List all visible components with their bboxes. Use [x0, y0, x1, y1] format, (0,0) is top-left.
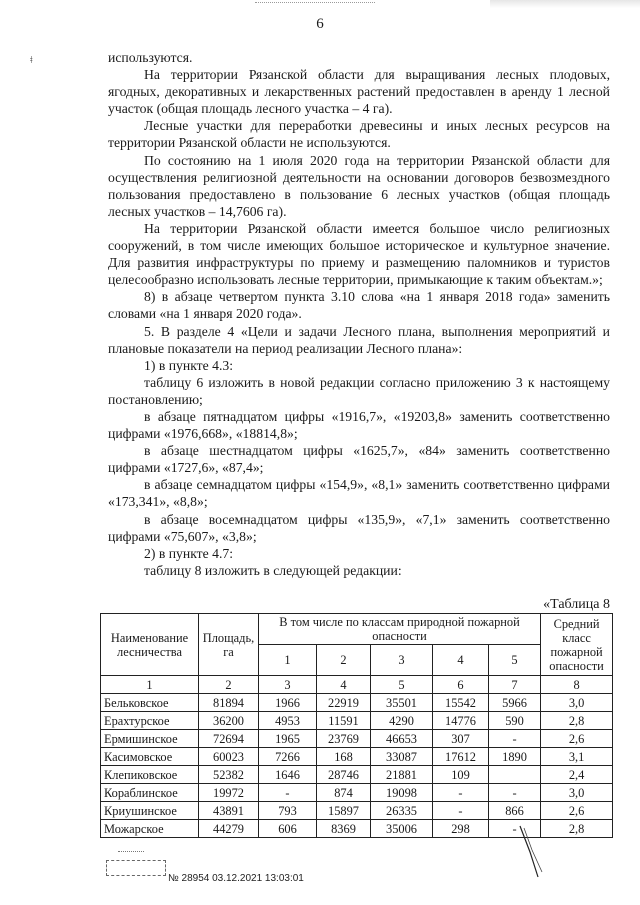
header-class: 1 — [259, 645, 317, 676]
index-cell: 4 — [317, 676, 371, 694]
index-cell: 8 — [541, 676, 613, 694]
paragraph: 5. В разделе 4 «Цели и задачи Лесного плана, выполнения мероприятий и плановые показатели на период реализации Лесного плана»: — [108, 323, 610, 356]
class-cell: 8369 — [317, 820, 371, 838]
class-cell: 15897 — [317, 802, 371, 820]
forestry-name: Криушинское — [101, 802, 199, 820]
class-cell: 35006 — [371, 820, 433, 838]
index-cell: 1 — [101, 676, 199, 694]
registration-stamp — [106, 860, 166, 876]
average-cell: 3,1 — [541, 748, 613, 766]
class-cell: 109 — [433, 766, 489, 784]
class-cell: - — [489, 820, 541, 838]
forestry-name: Ермишинское — [101, 730, 199, 748]
area-cell: 60023 — [199, 748, 259, 766]
table-row — [101, 694, 613, 712]
paragraph: Лесные участки для переработки древесины и иных лесных ресурсов на территории Рязанской области не используются. — [108, 118, 610, 151]
class-cell — [489, 766, 541, 784]
table-row — [101, 802, 613, 820]
table-caption: «Таблица 8 — [543, 597, 610, 612]
paragraph: На территории Рязанской области имеется большое число религиозных сооружений, в том числе имеющих большое историческое и культурное значение. Для развития инфраструктуры по приему и размещению паломников и туристов целесообразно использовать лесные территории, примыкающие к таким объектам.»; — [108, 220, 610, 288]
class-cell: 21881 — [371, 766, 433, 784]
area-cell: 72694 — [199, 730, 259, 748]
class-cell: - — [433, 784, 489, 802]
area-cell: 81894 — [199, 694, 259, 712]
class-cell: 1646 — [259, 766, 317, 784]
header-class: 3 — [371, 645, 433, 676]
table-row — [101, 748, 613, 766]
paragraph: в абзаце пятнадцатом цифры «1916,7», «19203,8» заменить соответственно цифрами «1976,668», «18814,8»; — [108, 408, 610, 442]
index-cell: 6 — [433, 676, 489, 694]
area-cell: 36200 — [199, 712, 259, 730]
class-cell: 874 — [317, 784, 371, 802]
class-cell: 7266 — [259, 748, 317, 766]
area-cell: 19972 — [199, 784, 259, 802]
header-class: 2 — [317, 645, 371, 676]
paragraph: в абзаце семнадцатом цифры «154,9», «8,1» заменить соответственно цифрами «173,341», «8,8»; — [108, 477, 610, 510]
class-cell: 26335 — [371, 802, 433, 820]
class-cell: - — [433, 802, 489, 820]
average-cell: 2,6 — [541, 802, 613, 820]
class-cell: 298 — [433, 820, 489, 838]
index-cell: 7 — [489, 676, 541, 694]
class-cell: 606 — [259, 820, 317, 838]
forestry-name: Клепиковское — [101, 766, 199, 784]
scan-artifact — [255, 2, 375, 6]
paragraph: в абзаце шестнадцатом цифры «1625,7», «84» заменить соответственно цифрами «1727,6», «87,4»; — [108, 443, 610, 476]
average-cell: 2,8 — [541, 820, 613, 838]
index-cell: 3 — [259, 676, 317, 694]
class-cell: 19098 — [371, 784, 433, 802]
forestry-name: Ерахтурское — [101, 712, 199, 730]
class-cell: 15542 — [433, 694, 489, 712]
class-cell: 23769 — [317, 730, 371, 748]
document-registration-number: № 28954 03.12.2021 13:03:01 — [168, 873, 304, 884]
table-row — [101, 766, 613, 784]
header-average-class: Средний класс пожарной опасности — [541, 614, 613, 676]
pen-stroke-mark — [508, 822, 548, 882]
class-cell: 22919 — [317, 694, 371, 712]
class-cell: 793 — [259, 802, 317, 820]
forestry-name: Бельковское — [101, 694, 199, 712]
class-cell: 5966 — [489, 694, 541, 712]
header-class: 4 — [433, 645, 489, 676]
average-cell: 2,8 — [541, 712, 613, 730]
class-cell: 4290 — [371, 712, 433, 730]
class-cell: 17612 — [433, 748, 489, 766]
class-cell: 46653 — [371, 730, 433, 748]
forestry-name: Можарское — [101, 820, 199, 838]
class-cell: 11591 — [317, 712, 371, 730]
class-cell: - — [489, 730, 541, 748]
table-row — [101, 730, 613, 748]
paragraph: По состоянию на 1 июля 2020 года на территории Рязанской области для осуществления религиозной деятельности на основании договоров безвозмездного пользования предоставлено в пользование 6 лесных участков (общая площадь лесных участков – 14,7606 га). — [108, 152, 610, 219]
average-cell: 2,4 — [541, 766, 613, 784]
class-cell: 28746 — [317, 766, 371, 784]
page-number: 6 — [316, 16, 324, 32]
class-cell: 1965 — [259, 730, 317, 748]
class-cell: 33087 — [371, 748, 433, 766]
class-cell: 866 — [489, 802, 541, 820]
paragraph: 8) в абзаце четвертом пункта 3.10 слова «на 1 января 2018 года» заменить словами «на 1 января 2020 года». — [108, 289, 610, 322]
class-cell: 307 — [433, 730, 489, 748]
margin-mark: ǂ — [30, 55, 33, 66]
paragraph: На территории Рязанской области для выращивания лесных плодовых, ягодных, декоративных и лекарственных растений предоставлен в аренду 1 лесной участок (общая площадь лесного участка – 4 га). — [108, 67, 610, 117]
document-body — [108, 49, 610, 579]
forestry-name: Кораблинское — [101, 784, 199, 802]
paragraph: таблицу 8 изложить в следующей редакции: — [144, 562, 402, 578]
forest-fire-class-table — [100, 613, 613, 838]
paragraph: 1) в пункте 4.3: — [144, 357, 234, 373]
header-class: 5 — [489, 645, 541, 676]
index-cell: 2 — [199, 676, 259, 694]
header-name: Наименование лесничества — [101, 614, 199, 676]
table-row — [101, 784, 613, 802]
average-cell: 2,6 — [541, 730, 613, 748]
index-row — [101, 676, 613, 694]
class-cell: 590 — [489, 712, 541, 730]
class-cell: 168 — [317, 748, 371, 766]
class-cell: 4953 — [259, 712, 317, 730]
average-cell: 3,0 — [541, 784, 613, 802]
paragraph: в абзаце восемнадцатом цифры «135,9», «7,1» заменить соответственно цифрами «75,607», «3,8»; — [108, 511, 610, 544]
class-cell: - — [489, 784, 541, 802]
area-cell: 43891 — [199, 802, 259, 820]
class-cell: 35501 — [371, 694, 433, 712]
header-area: Площадь, га — [199, 614, 259, 676]
stamp-artifact — [118, 851, 144, 852]
paragraph: таблицу 6 изложить в новой редакции согласно приложению 3 к настоящему постановлению; — [108, 374, 610, 407]
paragraph: 2) в пункте 4.7: — [144, 545, 234, 561]
class-cell: 1890 — [489, 748, 541, 766]
area-cell: 44279 — [199, 820, 259, 838]
class-cell: 14776 — [433, 712, 489, 730]
class-cell: - — [259, 784, 317, 802]
index-cell: 5 — [371, 676, 433, 694]
scan-artifact-corner — [490, 0, 640, 8]
class-cell: 1966 — [259, 694, 317, 712]
table-row — [101, 712, 613, 730]
average-cell: 3,0 — [541, 694, 613, 712]
paragraph: используются. — [108, 50, 193, 65]
area-cell: 52382 — [199, 766, 259, 784]
forestry-name: Касимовское — [101, 748, 199, 766]
header-classes-group: В том числе по классам природной пожарной опасности — [259, 614, 541, 645]
